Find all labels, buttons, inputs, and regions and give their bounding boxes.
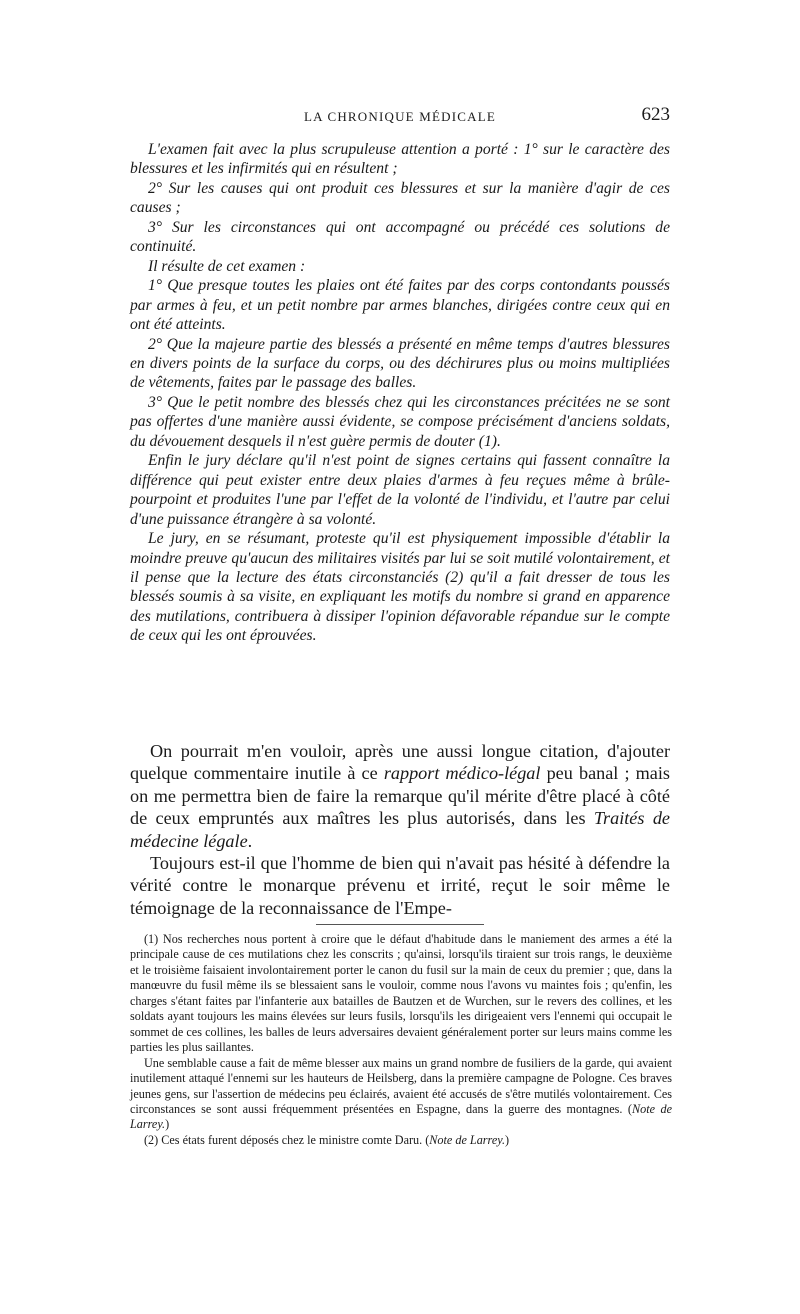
body-text-run: peu banal ; mais on me permettra bien de faire la remarque qu'il mérite d'être placé à côté de ceux empruntés aux maîtres les plus autorisés, dans les — [130, 763, 670, 829]
quoted-report — [130, 140, 670, 646]
body-text — [130, 740, 670, 919]
quote-paragraph: 3° Sur les circonstances qui ont accompagné ou précédé ces solutions de continuité. — [130, 218, 670, 256]
footnote-attribution: Note de Larrey. — [130, 1101, 672, 1132]
quote-paragraph: 1° Que presque toutes les plaies ont été faites par des corps contondants poussés par armes à feu, et un petit nombre par armes blanches, dirigées contre ceux qui en ont été atteints. — [130, 277, 670, 334]
footnote-text: (2) Ces états furent déposés chez le ministre comte Daru. ( — [144, 1132, 430, 1147]
footnote-attribution: Note de Larrey. — [429, 1132, 506, 1147]
running-title: LA CHRONIQUE MÉDICALE — [303, 109, 497, 124]
quote-paragraph: L'examen fait avec la plus scrupuleuse attention a porté : 1° sur le caractère des blessures et les infirmités qui en résultent ; — [130, 141, 670, 178]
quote-paragraph: Le jury, en se résumant, proteste qu'il est physiquement impossible d'établir la moindre preuve qu'aucun des militaires visités par lui se soit mutilé volontairement, et il pense que la lecture des états circonstanciés (2) qu'il a fait dresser de tous les blessés soumis à sa visite, en expliquant les motifs du nombre si grand en apparence des mutilations, contribuera à dissiper l'opinion défavorable répandue sur le compte de ceux qui les ont éprouvées. — [130, 530, 670, 645]
page-number: 623 — [641, 104, 670, 125]
body-paragraph — [130, 740, 670, 852]
body-paragraph: Toujours est-il que l'homme de bien qui n'avait pas hésité à défendre la vérité contre le monarque prévenu et irrité, reçut le soir même le témoignage de la reconnaissance de l'Empe- — [130, 853, 670, 918]
body-text-run: . — [247, 830, 253, 851]
footnotes — [130, 932, 672, 1148]
quote-paragraph: 2° Sur les causes qui ont produit ces blessures et sur la manière d'agir de ces causes ; — [130, 179, 670, 217]
page-header — [130, 106, 670, 128]
footnote-text: ) — [505, 1132, 510, 1147]
quote-paragraph: 2° Que la majeure partie des blessés a présenté en même temps d'autres blessures en divers points de la surface du corps, ou des déchirures plus ou moins multipliées de vêtements, faites par le passage des balles. — [130, 335, 670, 392]
body-italic-run: Traités de médecine légale — [130, 808, 670, 851]
quote-paragraph: 3° Que le petit nombre des blessés chez qui les circonstances précitées ne se sont pas offertes d'une manière aussi évidente, se compose précisément d'anciens soldats, du dévouement desquels il n'est guère permis de douter (1). — [130, 393, 670, 450]
footnote-rule — [316, 924, 484, 925]
body-text-run: On pourrait m'en vouloir, après une aussi longue citation, d'ajouter quelque commentaire inutile à ce — [130, 741, 670, 784]
footnote-1-continued — [130, 1056, 672, 1133]
quote-paragraph: Il résulte de cet examen : — [148, 257, 306, 275]
footnote-1: (1) Nos recherches nous portent à croire que le défaut d'habitude dans le maniement des armes a été la principale cause de ces mutilations chez les conscrits ; qu'ainsi, lorsqu'ils tiraient sur trois rangs, le deuxième et le troisième faisaient involontairement porter le canon du fusil sur la main de ceux du premier ; que, dans la manœuvre du fusil même ils se blessaient sans le vouloir, comme nous l'avons vu maintes fois ; qu'enfin, les charges s'étant faites par l'infanterie aux batailles de Bautzen et de Wurchen, sur le revers des collines, et les soldats ayant toujours les mains élevées sur leurs fusils, lorsqu'ils les dirigeaient vers l'ennemi qui occupait le sommet de ces collines, les balles de leurs adversaires devaient généralement porter sur leurs mains comme les parties les plus saillantes. — [130, 932, 672, 1055]
footnote-text: ) — [165, 1117, 170, 1132]
quote-paragraph: Enfin le jury déclare qu'il n'est point de signes certains qui fassent connaître la différence qui peut exister entre deux plaies d'armes à feu reçues même à brûle-pourpoint et produites l'une par l'effet de la volonté de l'individu, et l'autre par celui d'une puissance étrangère à sa volonté. — [130, 452, 670, 528]
footnote-2 — [130, 1133, 672, 1148]
body-italic-run: rapport médico-légal — [383, 763, 541, 784]
footnote-text: Une semblable cause a fait de même blesser aux mains un grand nombre de fusiliers de la garde, qui avaient inutilement attaqué l'ennemi sur les hauteurs de Heilsberg, dans la première campagne de Pologne. Ces braves jeunes gens, sur l'assertion de médecins peu éclairés, avaient été accusés de s'être mutilés volontairement. Ces circonstances se sont aussi fréquemment présentées en Espagne, dans la guerre des montagnes. ( — [130, 1055, 672, 1116]
